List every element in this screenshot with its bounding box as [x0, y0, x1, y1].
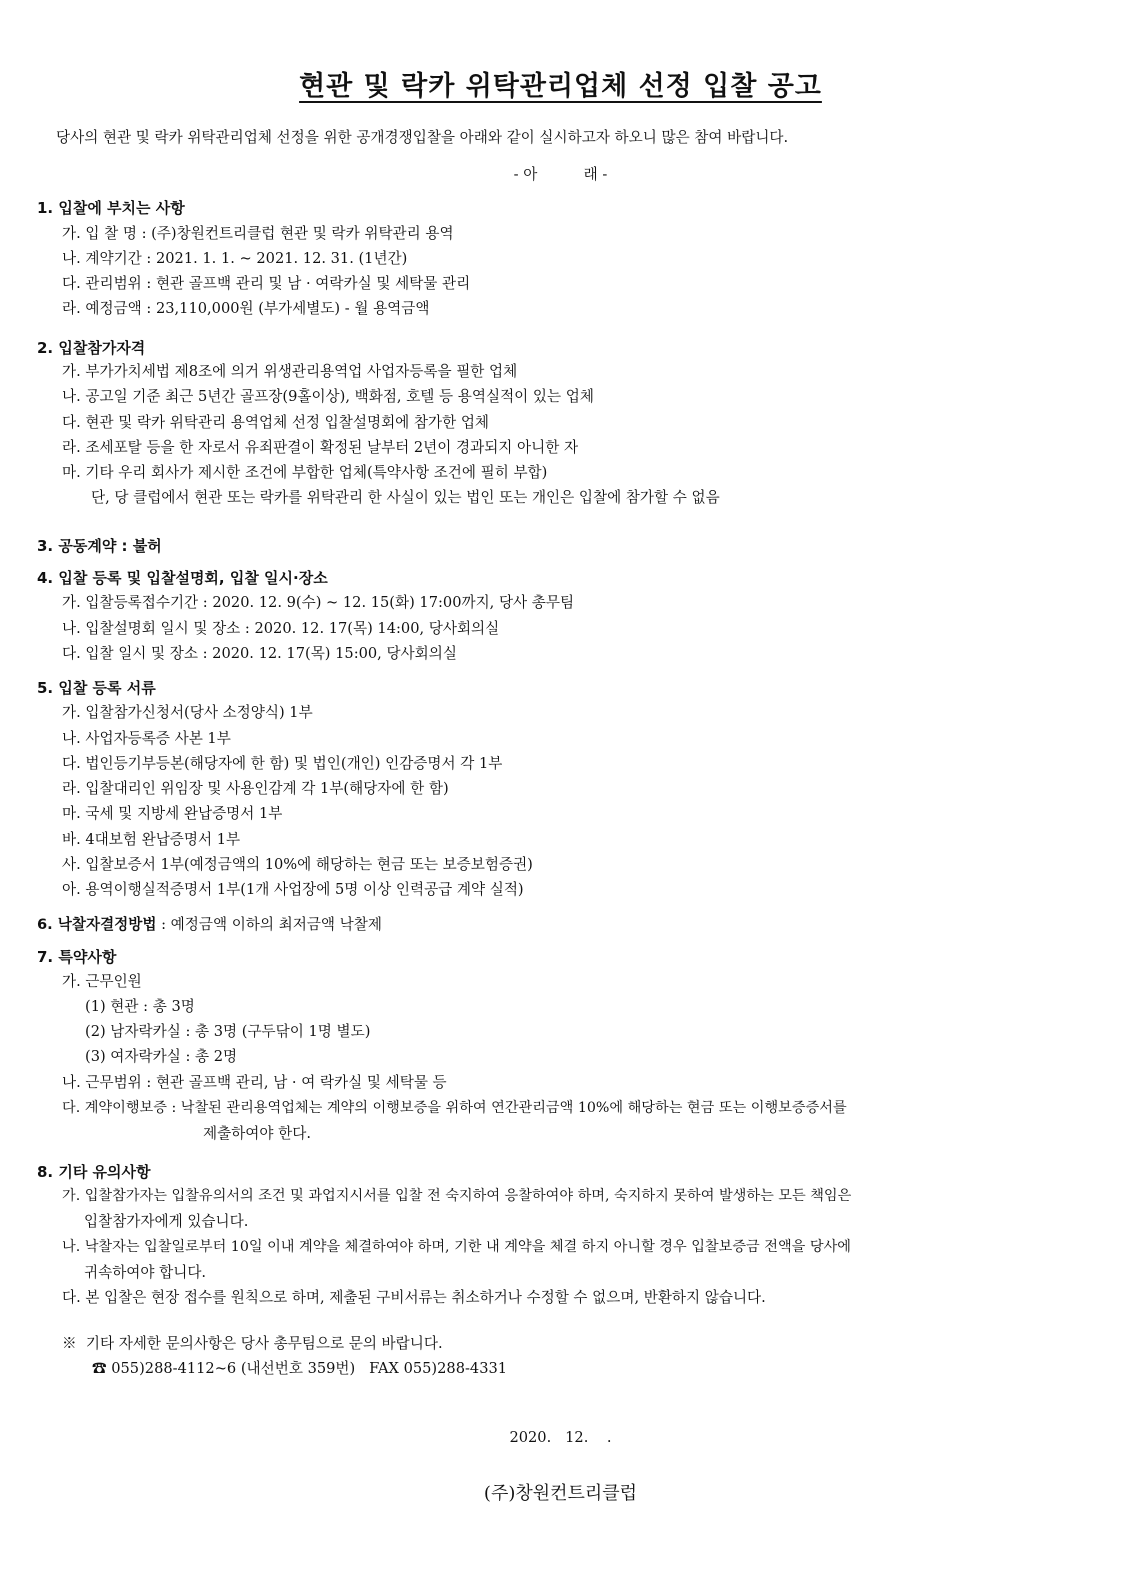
- s2-item-ga: 가. 부가가치세법 제8조에 의거 위생관리용역업 사업자등록을 필한 업체: [62, 363, 518, 380]
- s7-sub-2: (2) 남자락카실 : 총 3명 (구두닦이 1명 별도): [85, 1023, 371, 1040]
- company-name: (주)창원컨트리클럽: [483, 1483, 638, 1504]
- s7-sub-3: (3) 여자락카실 : 총 2명: [85, 1048, 238, 1065]
- s2-item-ma: 마. 기타 우리 회사가 제시한 조건에 부합한 업체(특약사항 조건에 필히 부합): [62, 464, 548, 481]
- intro-text: 당사의 현관 및 락카 위탁관리업체 선정을 위한 공개경쟁입찰을 아래와 같이 실시하고자 하오니 많은 참여 바랍니다.: [56, 129, 789, 146]
- s7-item-da: 다. 계약이행보증 : 낙찰된 관리용역업체는 계약의 이행보증을 위하여 연간관리금액 10%에 해당하는 현금 또는 이행보증증서를: [62, 1100, 847, 1116]
- s4-item-da: 다. 입찰 일시 및 장소 : 2020. 12. 17(목) 15:00, 당사회의실: [62, 645, 457, 662]
- s5-item-ma: 마. 국세 및 지방세 완납증명서 1부: [62, 805, 283, 822]
- section-5-heading: 5. 입찰 등록 서류: [37, 679, 156, 697]
- s8-item-na: 나. 낙찰자는 입찰일로부터 10일 이내 계약을 체결하여야 하며, 기한 내 계약을 체결 하지 아니할 경우 입찰보증금 전액을 당사에: [62, 1239, 851, 1255]
- s5-item-a: 아. 용역이행실적증명서 1부(1개 사업장에 5명 이상 인력공급 계약 실적): [62, 881, 524, 898]
- s5-item-da: 다. 법인등기부등본(해당자에 한 함) 및 법인(개인) 인감증명서 각 1부: [62, 755, 503, 772]
- section-6-heading: 6. 낙찰자결정방법: [37, 916, 157, 933]
- contact-phone: ☎ 055)288-4112~6 (내선번호 359번) FAX 055)288-4331: [92, 1360, 508, 1377]
- s1-item-da: 다. 관리범위 : 현관 골프백 관리 및 남 · 여락카실 및 세탁물 관리: [62, 275, 471, 292]
- s5-item-ra: 라. 입찰대리인 위임장 및 사용인감계 각 1부(해당자에 한 함): [62, 780, 449, 797]
- page-title: 현관 및 락카 위탁관리업체 선정 입찰 공고: [299, 71, 822, 102]
- s1-item-ra: 라. 예정금액 : 23,110,000원 (부가세별도) - 월 용역금액: [62, 300, 430, 317]
- s2-note: 단, 당 클럽에서 현관 또는 락카를 위탁관리 한 사실이 있는 법인 또는 개인은 입찰에 참가할 수 없음: [91, 489, 720, 506]
- s5-item-na: 나. 사업자등록증 사본 1부: [62, 730, 231, 747]
- s1-item-na: 나. 계약기간 : 2021. 1. 1. ~ 2021. 12. 31. (1년간): [62, 250, 408, 267]
- section-7-heading: 7. 특약사항: [37, 948, 117, 966]
- section-6: [37, 915, 382, 935]
- section-1-heading: 1. 입찰에 부치는 사항: [37, 199, 185, 217]
- s2-item-na: 나. 공고일 기준 최근 5년간 골프장(9홀이상), 백화점, 호텔 등 용역실적이 있는 업체: [62, 388, 594, 405]
- s2-item-da: 다. 현관 및 락카 위탁관리 용역업체 선정 입찰설명회에 참가한 업체: [62, 414, 490, 431]
- s5-item-ba: 바. 4대보험 완납증명서 1부: [62, 831, 241, 848]
- s2-item-ra: 라. 조세포탈 등을 한 자로서 유죄판결이 확정된 날부터 2년이 경과되지 아니한 자: [62, 439, 579, 456]
- s7-item-na: 나. 근무범위 : 현관 골프백 관리, 남 · 여 락카실 및 세탁물 등: [62, 1074, 447, 1091]
- section-8-heading: 8. 기타 유의사항: [37, 1163, 151, 1181]
- section-2-heading: 2. 입찰참가자격: [37, 339, 146, 357]
- notice-date: 2020. 12. .: [509, 1429, 612, 1446]
- s7-item-da-cont: 제출하여야 한다.: [203, 1125, 311, 1142]
- ahrae-label: - 아 래 -: [513, 166, 608, 183]
- s4-item-na: 나. 입찰설명회 일시 및 장소 : 2020. 12. 17(목) 14:00, 당사회의실: [62, 620, 500, 637]
- s1-item-ga: 가. 입 찰 명 : (주)창원컨트리클럽 현관 및 락카 위탁관리 용역: [62, 225, 454, 242]
- s8-item-da: 다. 본 입찰은 현장 접수를 원칙으로 하며, 제출된 구비서류는 취소하거나 수정할 수 없으며, 반환하지 않습니다.: [62, 1289, 766, 1306]
- section-3-heading: 3. 공동계약 : 불허: [37, 537, 162, 555]
- s7-sub-1: (1) 현관 : 총 3명: [85, 998, 195, 1015]
- s8-item-na-cont: 귀속하여야 합니다.: [84, 1264, 207, 1281]
- s4-item-ga: 가. 입찰등록접수기간 : 2020. 12. 9(수) ~ 12. 15(화) 17:00까지, 당사 총무팀: [62, 594, 575, 611]
- s5-item-ga: 가. 입찰참가신청서(당사 소정양식) 1부: [62, 704, 313, 721]
- section-4-heading: 4. 입찰 등록 및 입찰설명회, 입찰 일시·장소: [37, 569, 328, 587]
- s8-item-ga-cont: 입찰참가자에게 있습니다.: [84, 1213, 249, 1230]
- contact-note: ※ 기타 자세한 문의사항은 당사 총무팀으로 문의 바랍니다.: [62, 1335, 443, 1352]
- section-6-text: : 예정금액 이하의 최저금액 낙찰제: [156, 916, 382, 933]
- s5-item-sa: 사. 입찰보증서 1부(예정금액의 10%에 해당하는 현금 또는 보증보험증권): [62, 856, 533, 873]
- s8-item-ga: 가. 입찰참가자는 입찰유의서의 조건 및 과업지시서를 입찰 전 숙지하여 응찰하여야 하며, 숙지하지 못하여 발생하는 모든 책임은: [62, 1188, 852, 1204]
- s7-item-ga: 가. 근무인원: [62, 973, 142, 990]
